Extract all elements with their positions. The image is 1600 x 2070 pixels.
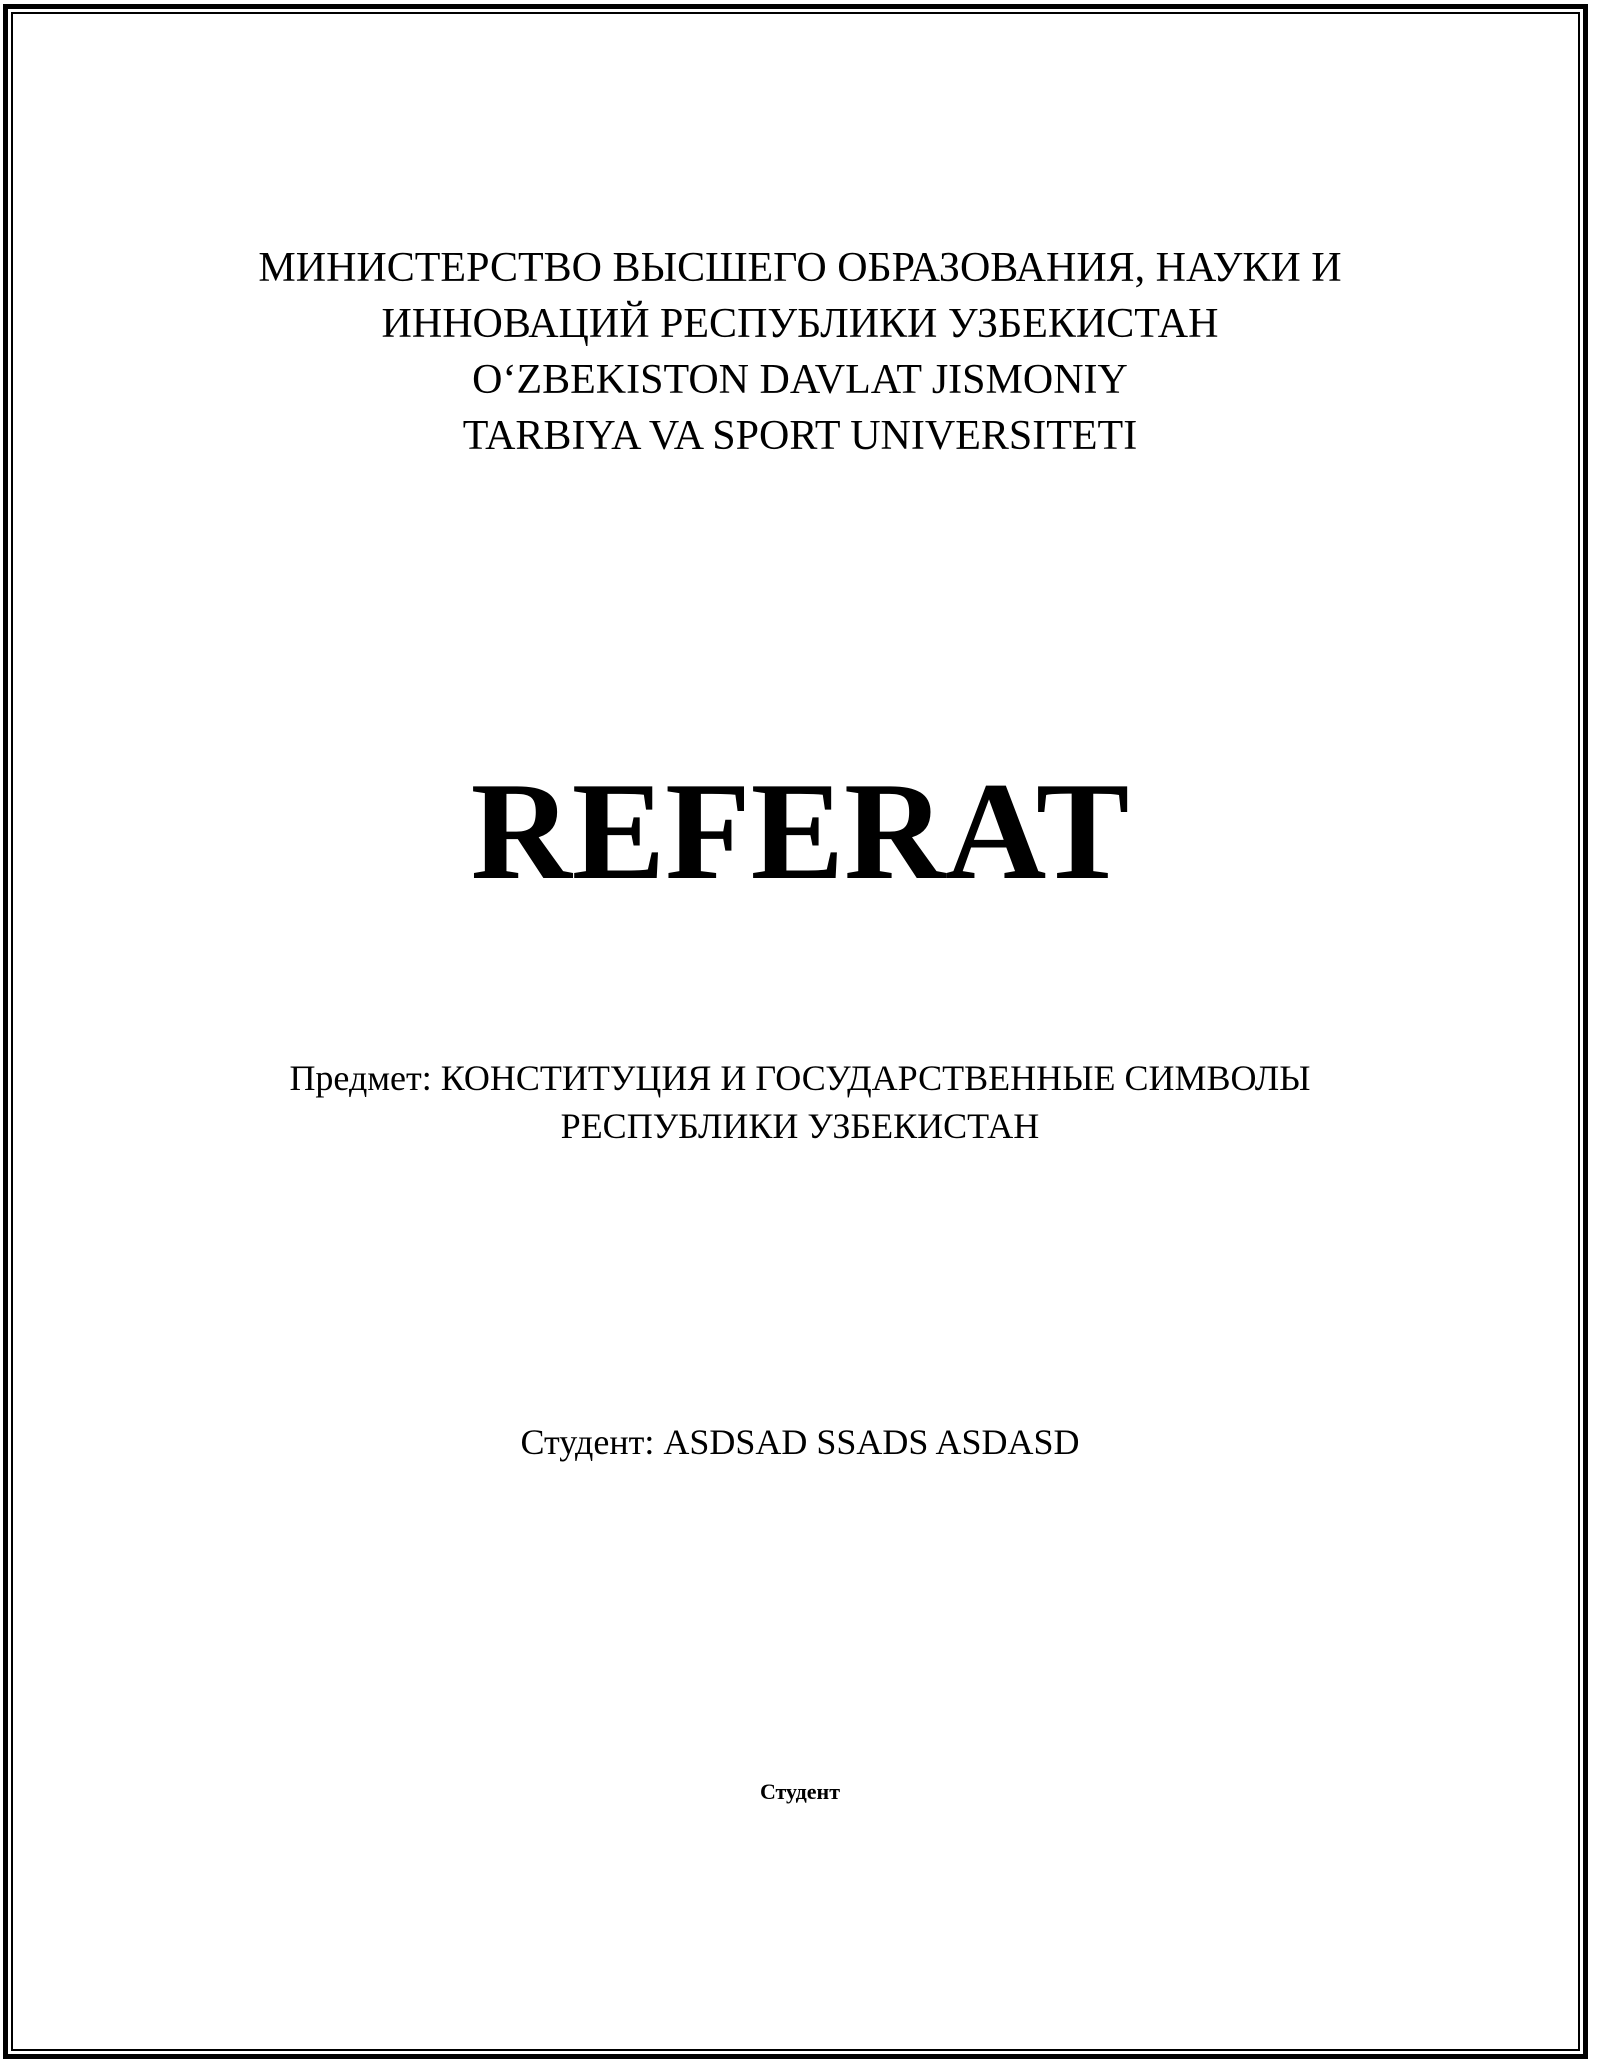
ministry-line-1: МИНИСТЕРСТВО ВЫСШЕГО ОБРАЗОВАНИЯ, НАУКИ И [258,245,1342,291]
student-name: Студент: ASDSAD SSADS ASDASD [520,1422,1080,1462]
subject-line-2: РЕСПУБЛИКИ УЗБЕКИСТАН [560,1106,1040,1146]
subject-line-1: Предмет: КОНСТИТУЦИЯ И ГОСУДАРСТВЕННЫЕ СИМВОЛЫ [289,1058,1311,1098]
document-title: REFERAT [470,754,1130,909]
university-line-1: O‘ZBEKISTON DAVLAT JISMONIY [472,357,1128,403]
footer-student-label: Студент [759,1779,841,1804]
ministry-line-2: ИННОВАЦИЙ РЕСПУБЛИКИ УЗБЕКИСТАН [381,301,1219,347]
university-line-2: TARBIYA VA SPORT UNIVERSITETI [462,413,1138,459]
